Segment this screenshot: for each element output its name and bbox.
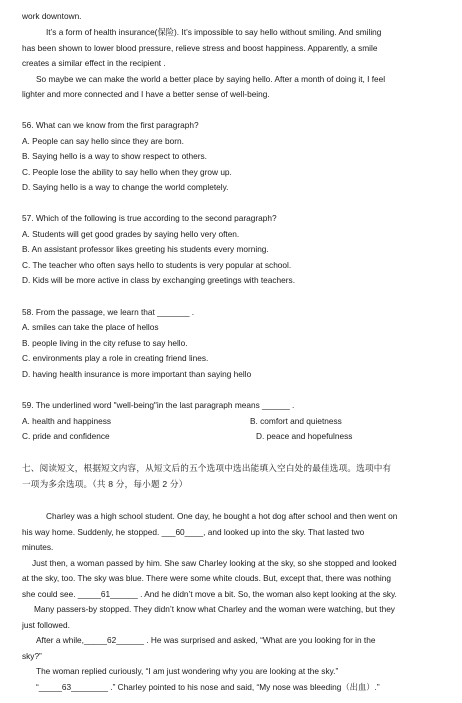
passage-line: lighter and more connected and I have a better sense of well-being. bbox=[22, 89, 270, 99]
question-57-option-a: A. Students will get good grades by saying hello very often. bbox=[22, 229, 240, 239]
passage-line: creates a similar effect in the recipient . bbox=[22, 58, 166, 68]
question-58-option-b: B. people living in the city refuse to say hello. bbox=[22, 338, 188, 348]
passage2-line: The woman replied curiously, “I am just wondering why you are looking at the sky.” bbox=[36, 666, 339, 676]
question-58-stem: 58. From the passage, we learn that _______ . bbox=[22, 307, 195, 317]
question-57-stem: 57. Which of the following is true according to the second paragraph? bbox=[22, 213, 277, 223]
question-56-option-c: C. People lose the ability to say hello when they grow up. bbox=[22, 167, 232, 177]
section-7-instruction: 一项为多余选项。（共 8 分，每小题 2 分） bbox=[22, 479, 188, 489]
passage2-line: his way home. Suddenly, he stopped. ___60____, and looked up into the sky. That lasted two bbox=[22, 527, 365, 537]
question-57-option-c: C. The teacher who often says hello to students is very popular at school. bbox=[22, 260, 292, 270]
question-58-option-d: D. having health insurance is more important than saying hello bbox=[22, 369, 252, 379]
passage2-line: After a while,_____62______ . He was surprised and asked, “What are you looking for in the bbox=[36, 635, 376, 645]
passage-line: It’s a form of health insurance(保险). It’s impossible to say hello without smiling. And smiling bbox=[46, 27, 382, 37]
question-56-option-a: A. People can say hello since they are born. bbox=[22, 136, 184, 146]
passage-line: work downtown. bbox=[22, 11, 82, 21]
passage-line: So maybe we can make the world a better place by saying hello. After a month of doing it, I feel bbox=[36, 74, 386, 84]
question-57-option-d: D. Kids will be more active in class by exchanging greetings with teachers. bbox=[22, 275, 296, 285]
passage2-line: she could see. _____61______ . And he didn’t move a bit. So, the woman also kept looking at the sky. bbox=[22, 589, 397, 599]
question-59-option-a: A. health and happiness bbox=[22, 416, 112, 426]
passage2-line: just followed. bbox=[22, 620, 70, 630]
question-56-stem: 56. What can we know from the first paragraph? bbox=[22, 120, 199, 130]
question-59-option-row bbox=[22, 416, 452, 427]
passage2-line: sky?” bbox=[22, 651, 42, 661]
question-59-option-d: D. peace and hopefulness bbox=[256, 431, 353, 441]
passage2-line: Charley was a high school student. One day, he bought a hot dog after school and then went on bbox=[46, 511, 398, 521]
passage-line: has been shown to lower blood pressure, relieve stress and boost happiness. Apparently, a smile bbox=[22, 43, 378, 53]
passage2-line: at the sky, too. The sky was blue. There were some white clouds. But, except that, there was nothing bbox=[22, 573, 391, 583]
question-59-option-c: C. pride and confidence bbox=[22, 431, 110, 441]
passage2-line: Many passers-by stopped. They didn’t know what Charley and the woman were watching, but they bbox=[34, 604, 395, 614]
question-56-option-b: B. Saying hello is a way to show respect to others. bbox=[22, 151, 207, 161]
question-58-option-c: C. environments play a role in creating friend lines. bbox=[22, 353, 209, 363]
question-58-option-a: A. smiles can take the place of hellos bbox=[22, 322, 159, 332]
question-59-option-row bbox=[22, 431, 452, 442]
passage2-line: “_____63________ .” Charley pointed to his nose and said, “My nose was bleeding（出血）.” bbox=[36, 682, 380, 692]
question-59-option-b: B. comfort and quietness bbox=[250, 416, 342, 426]
question-56-option-d: D. Saying hello is a way to change the world completely. bbox=[22, 182, 229, 192]
passage2-line: minutes. bbox=[22, 542, 54, 552]
passage2-line: Just then, a woman passed by him. She saw Charley looking at the sky, so she stopped and looked bbox=[32, 558, 397, 568]
question-59-stem: 59. The underlined word "well-being"in the last paragraph means ______ . bbox=[22, 400, 295, 410]
section-7-instruction: 七、阅读短文，根据短文内容，从短文后的五个选项中选出能填入空白处的最佳选项。选项中有 bbox=[22, 463, 392, 473]
question-57-option-b: B. An assistant professor likes greeting his students every morning. bbox=[22, 244, 269, 254]
